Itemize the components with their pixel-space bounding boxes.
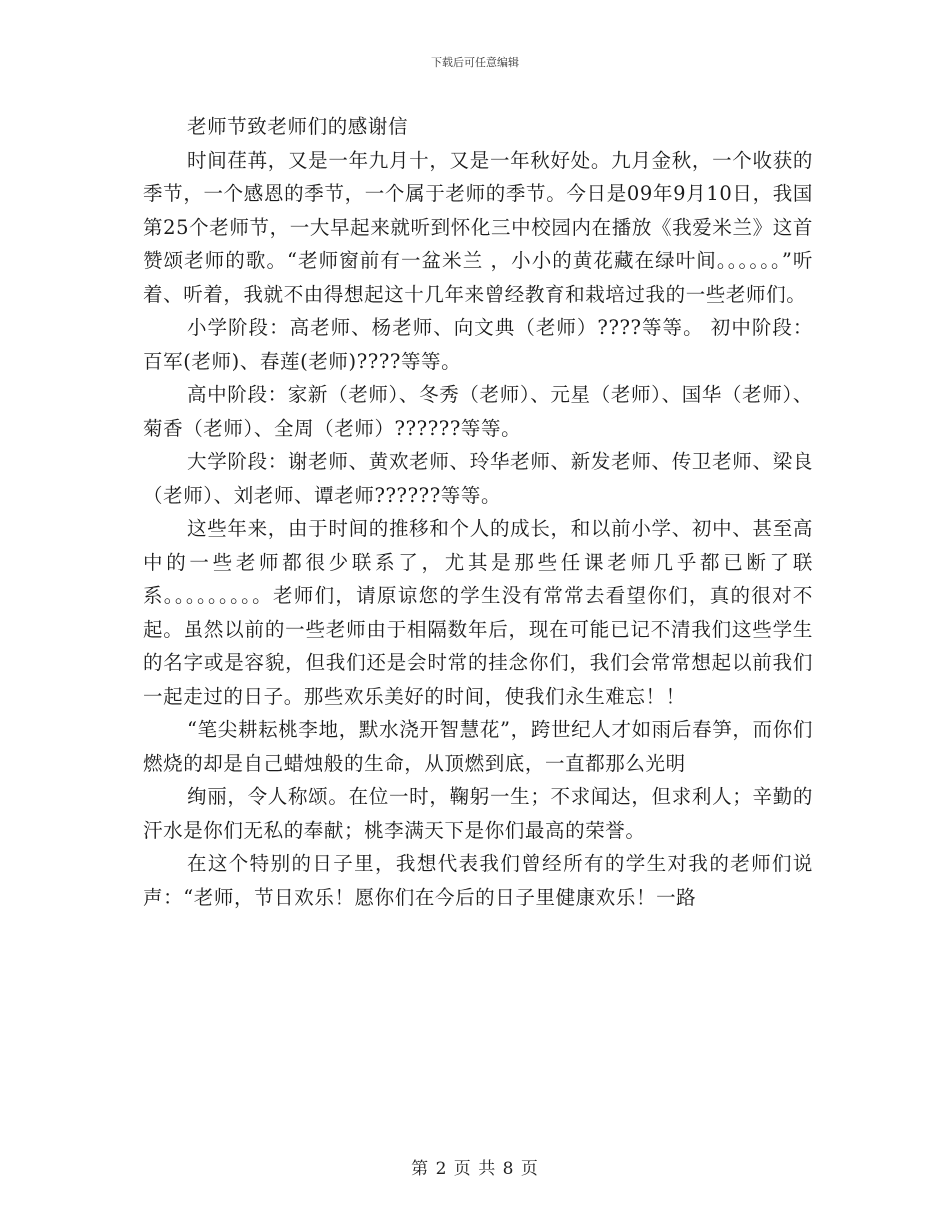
page-header-note: 下载后可任意编辑 [431, 56, 519, 69]
paragraph-praise: 绚丽，令人称颂。在位一时，鞠躬一生；不求闻达，但求利人；辛勤的汗水是你们无私的奉献；桃李满天下是你们最高的荣誉。 [143, 785, 813, 842]
document-body [143, 110, 813, 914]
paragraph-quote: “笔尖耕耘桃李地，默水浇开智慧花”，跨世纪人才如雨后春笋，而你们燃烧的却是自己蜡烛般的生命，从顶燃到底，一直都那么光明 [143, 718, 813, 775]
paragraph-high-school: 高中阶段：家新（老师）、冬秀（老师）、元星（老师）、国华（老师）、菊香（老师）、全周（老师）??????等等。 [143, 383, 813, 440]
paragraph-reflection: 这些年来，由于时间的推移和个人的成长，和以前小学、初中、甚至高中的一些老师都很少联系了，尤其是那些任课老师几乎都已断了联系。。。。。。。。。老师们，请原谅您的学生没有常常去看望你们，真的很对不起。虽然以前的一些老师由于相隔数年后，现在可能已记不清我们这些学生的名字或是容貌，但我们还是会时常的挂念你们，我们会常常想起以前我们一起走过的日子。那些欢乐美好的时间，使我们永生难忘！！ [143, 517, 813, 708]
paragraph-primary-school: 小学阶段：高老师、杨老师、向文典（老师）????等等。 初中阶段：百军(老师)、春莲(老师)????等等。 [143, 316, 813, 373]
paragraph-university: 大学阶段：谢老师、黄欢老师、玲华老师、新发老师、传卫老师、梁良（老师）、刘老师、谭老师??????等等。 [143, 450, 813, 507]
page-number-footer: 第 2 页 共 8 页 [411, 1159, 539, 1179]
paragraph-intro: 时间荏苒，又是一年九月十，又是一年秋好处。九月金秋，一个收获的季节，一个感恩的季节，一个属于老师的季节。今日是09年9月10日，我国第25个老师节，一大早起来就听到怀化三中校园内在播放《我爱米兰》这首赞颂老师的歌。“老师窗前有一盆米兰 ，小小的黄花藏在绿叶间。。。。。。”听着、听着，我就不由得想起这十几年来曾经教育和栽培过我的一些老师们。 [143, 148, 813, 306]
paragraph-wishes: 在这个特别的日子里，我想代表我们曾经所有的学生对我的老师们说声：“老师，节日欢乐！愿你们在今后的日子里健康欢乐！一路 [143, 852, 813, 909]
document-title: 老师节致老师们的感谢信 [187, 115, 409, 138]
